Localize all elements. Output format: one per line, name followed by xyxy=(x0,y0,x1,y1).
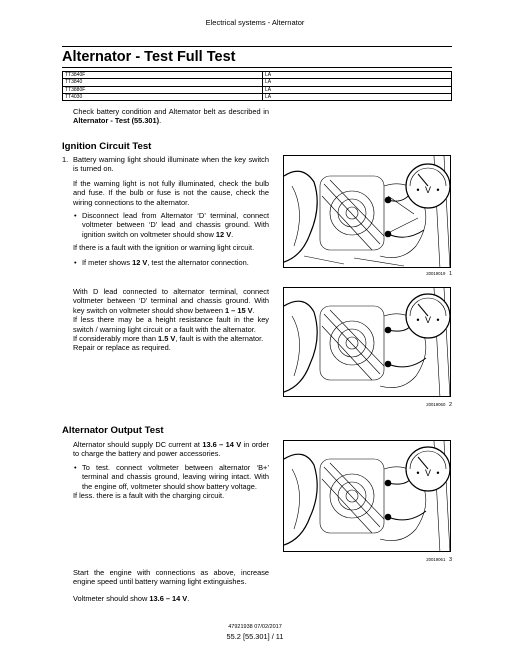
voltage-range: 1 – 15 V xyxy=(225,305,253,315)
figure-code: 20019019 xyxy=(426,271,446,276)
alternator-illustration xyxy=(284,288,451,397)
table-row xyxy=(63,72,452,79)
voltage-value: 12 V xyxy=(132,257,148,267)
bullet-text-end: . xyxy=(231,229,234,239)
d-lead-paragraph xyxy=(73,287,269,315)
svg-text:•: • xyxy=(436,185,440,195)
intro-paragraph xyxy=(73,107,269,126)
bullet-text: Disconnect lead from Alternator ‘D’ terminal, connect voltmeter between ‘D’ lead and chassis ground. With ignition switch on voltmeter should show xyxy=(82,211,269,239)
footer-page-number: 55.2 [55.301] / 11 xyxy=(226,632,284,641)
charging-fault-paragraph: If less. there is a fault with the charging circuit. xyxy=(73,491,225,501)
svg-text:•: • xyxy=(436,468,440,478)
bullet-disconnect-d-lead xyxy=(73,211,269,239)
meter-label: V xyxy=(424,468,432,478)
text-end: in order to charge the battery and power accessories. xyxy=(73,440,269,459)
text: Alternator should supply DC current at xyxy=(73,440,203,449)
voltage-range: 13.6 – 14 V xyxy=(202,440,242,449)
considerably-more-paragraph xyxy=(73,334,269,343)
model-cell: TT3880F xyxy=(63,86,263,93)
resistance-fault-paragraph: If less there may be a height resistance fault in the key switch / warning light circuit or a fault with the alternator. xyxy=(73,315,269,334)
alternator-illustration xyxy=(284,441,451,552)
model-cell: TT3840 xyxy=(63,79,263,86)
start-engine-paragraph: Start the engine with connections as above, increase engine speed until battery warning light extinguishes. xyxy=(73,568,269,587)
voltage-range: 13.6 – 14 V xyxy=(149,594,188,603)
text-end: . xyxy=(187,594,190,603)
d-lead-section xyxy=(73,287,269,353)
title-bottom-rule xyxy=(62,67,452,68)
figure-number: 3 xyxy=(448,557,452,563)
meter-label: V xyxy=(424,185,432,195)
model-cell: TT3840F xyxy=(63,72,263,79)
bullet-connect-voltmeter: • To test. connect voltmeter between alternator ‘B+’ terminal and chassis ground, leaving wiring intact. With the engine off, voltmeter should show battery voltage. xyxy=(73,463,269,491)
text-end: , fault is with the alternator. xyxy=(175,334,264,344)
variant-cell: LA xyxy=(263,72,452,79)
bullet-text-end: , test the alternator connection. xyxy=(147,257,249,267)
output-heading: Alternator Output Test xyxy=(62,425,164,436)
svg-text:•: • xyxy=(416,468,420,478)
variant-cell: LA xyxy=(263,93,452,100)
bullet-text: If meter shows xyxy=(82,257,133,267)
d-lead-text: With D lead connected to alternator terminal, connect voltmeter between ‘D’ terminal and chassis ground. With key switch on voltmeter should show between xyxy=(73,287,269,315)
figure-1-caption xyxy=(380,271,452,277)
figure-code: 20019061 xyxy=(426,557,446,562)
text: Voltmeter should show xyxy=(73,594,150,603)
figure-number: 2 xyxy=(448,402,452,408)
figure-1-alternator-photo xyxy=(283,155,451,268)
d-lead-text-end: . xyxy=(252,305,255,315)
fault-paragraph: If there is a fault with the ignition or warning light circuit. xyxy=(73,243,255,253)
output-section xyxy=(73,440,269,500)
model-table xyxy=(62,71,452,101)
intro-text: Check battery condition and Alternator belt as described in xyxy=(73,107,269,116)
ignition-section xyxy=(62,155,269,267)
repair-paragraph: Repair or replace as required. xyxy=(73,343,171,353)
intro-text-end: . xyxy=(159,116,162,126)
figure-2-alternator-photo xyxy=(283,287,451,397)
figure-3-alternator-photo xyxy=(283,440,451,552)
page-title: Alternator - Test Full Test xyxy=(62,49,236,65)
variant-cell: LA xyxy=(263,79,452,86)
figure-2-caption xyxy=(380,402,452,408)
step-1 xyxy=(62,155,269,174)
table-row xyxy=(63,79,452,86)
figure-number: 1 xyxy=(448,271,452,277)
ignition-heading: Ignition Circuit Test xyxy=(62,141,152,152)
svg-text:•: • xyxy=(436,315,440,325)
text: If considerably more than xyxy=(73,334,159,344)
step-text: Battery warning light should illuminate when the key switch is turned on. xyxy=(73,155,269,174)
footer-doc-id: 47921938 07/02/2017 xyxy=(228,624,282,630)
voltmeter-result xyxy=(73,594,269,603)
title-top-rule xyxy=(62,46,452,47)
figure-code: 20019060 xyxy=(426,402,446,407)
variant-cell: LA xyxy=(263,86,452,93)
output-intro xyxy=(73,440,269,459)
step-number: 1. xyxy=(62,155,69,164)
table-row xyxy=(63,86,452,93)
svg-text:•: • xyxy=(416,185,420,195)
running-header: Electrical systems - Alternator xyxy=(205,18,305,27)
alternator-illustration xyxy=(284,156,451,268)
voltage-value: 1.5 V xyxy=(158,334,176,344)
svg-text:•: • xyxy=(416,315,420,325)
model-cell: TT4030 xyxy=(63,93,263,100)
meter-label: V xyxy=(424,315,432,325)
figure-3-caption xyxy=(380,557,452,563)
bullet-meter-shows xyxy=(73,258,269,267)
table-row xyxy=(63,93,452,100)
test-reference: Alternator - Test (55.301) xyxy=(73,116,160,126)
voltage-value: 12 V xyxy=(215,229,232,239)
warning-light-paragraph: If the warning light is not fully illuminated, check the bulb and fuse. If the bulb or fuse is not the cause, check the wiring connections to the alternator. xyxy=(73,178,269,207)
